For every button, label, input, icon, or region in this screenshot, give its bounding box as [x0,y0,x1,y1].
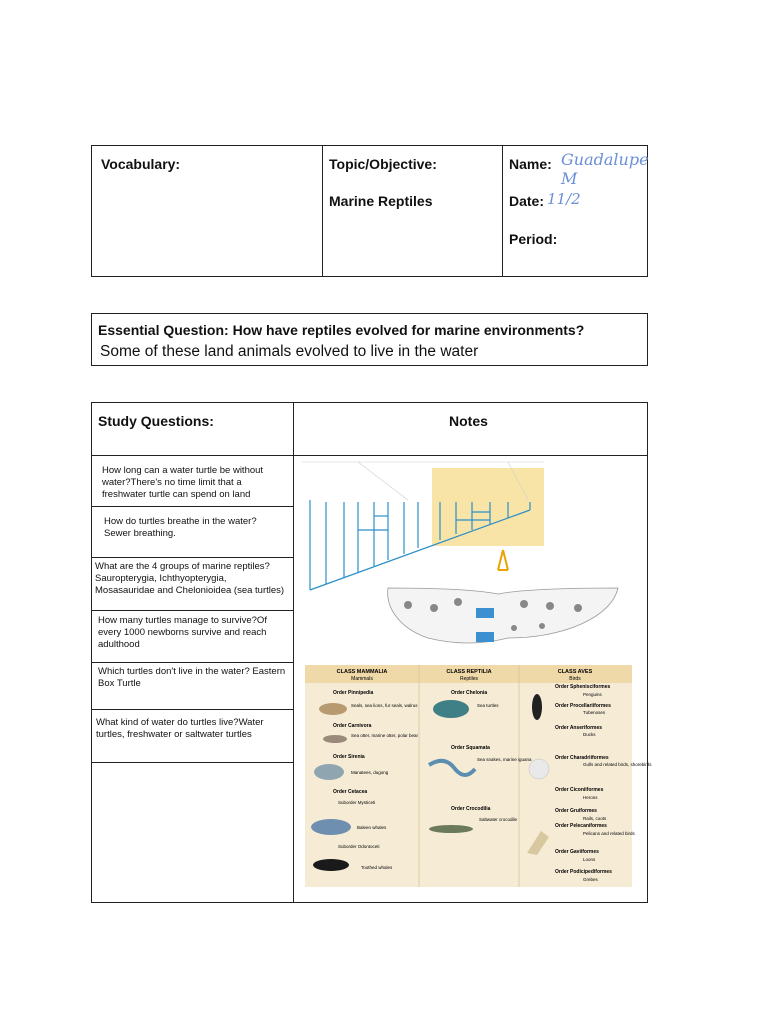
essential-question: Essential Question: How have reptiles evolved for marine environments? [98,322,585,338]
study-question-4: How many turtles manage to survive?Of every 1000 newborns survive and reach adulthood [92,611,293,663]
class-reptilia-sub: Reptiles [459,676,479,682]
desc-podicipediformes: Grebes [583,877,598,882]
penguin-icon [532,694,542,720]
evolution-arrow [498,550,508,570]
study-question-1: How long can a water turtle be without water?There's no time limit that a freshwater turtle can spend on land [92,456,293,507]
topic-cell [323,146,503,276]
order-anseriformes: Order Anseriformes [555,725,603,731]
order-pinnipedia: Order Pinnipedia [333,690,374,696]
classification-figure [305,665,652,887]
desc-sirenia: Manatees, dugong [351,770,389,775]
class-mammalia-sub: Mammals [351,676,373,682]
study-question-6: What kind of water do turtles live?Water turtles, freshwater or saltwater turtles [92,710,293,763]
suborder-mysticeti: Suborder Mysticeti [338,800,376,805]
order-charadriiformes: Order Charadriiformes [555,755,609,761]
topic-value: Marine Reptiles [329,193,433,209]
topic-label: Topic/Objective: [329,156,437,172]
order-ciconiiformes: Order Ciconiiformes [555,787,604,793]
desc-charadriiformes: Gulls and related birds, shorebirds [583,762,652,767]
order-crocodilia: Order Crocodilia [451,806,491,812]
order-squamata: Order Squamata [451,745,490,751]
student-info-cell [503,146,647,276]
orca-icon [313,859,349,871]
desc-ciconiiformes: Herons [583,795,598,800]
desc-chelonia: Sea turtles [477,703,499,708]
order-procellariiformes: Order Procellariiformes [555,703,611,709]
vocabulary-label: Vocabulary: [101,156,181,172]
classification-image [305,665,652,887]
period-label: Period: [509,231,558,247]
desc-anseriformes: Ducks [583,732,596,737]
desc-pinnipedia: Seals, sea lions, fur seals, walrus [351,703,418,708]
pelican-icon [527,831,549,855]
seal-icon [319,703,347,715]
highlight-box [476,608,494,618]
order-carnivora: Order Carnivora [333,723,372,729]
desc-gaviiformes: Loons [583,857,596,862]
desc-carnivora: Sea otter, marine otter, polar bear [351,733,419,738]
baleen-whale-icon [311,819,351,835]
date-label: Date: [509,193,545,209]
order-gruiformes: Order Gruiformes [555,808,597,814]
header-table [91,145,648,277]
desc-squamata: Sea snakes, marine iguana [477,757,532,762]
order-gaviiformes: Order Gaviiformes [555,849,599,855]
sea-snake-icon [429,761,475,775]
manatee-icon [314,764,344,780]
study-question-3: What are the 4 groups of marine reptiles? Sauropterygia, Ichthyopterygia, Mosasauridae and Chelonioidea (sea turtles) [92,558,293,611]
order-podicipediformes: Order Podicipediformes [555,869,612,875]
essential-question-box [91,313,648,366]
desc-toothed: Toothed whales [361,865,393,870]
order-pelecaniformes: Order Pelecaniformes [555,823,607,829]
name-label: Name: [509,156,552,172]
class-reptilia-heading: CLASS REPTILIA [446,669,492,675]
desc-pelecaniformes: Pelicans and related birds [583,831,635,836]
class-aves-sub: Birds [569,676,581,682]
suborder-odontoceti: Suborder Odontoceti [338,844,380,849]
otter-icon [323,735,347,743]
class-aves-heading: CLASS AVES [557,669,593,675]
highlight-box-2 [476,632,494,642]
desc-crocodilia: Saltwater crocodile [479,817,518,822]
vocabulary-cell [92,146,323,276]
cladogram-highlight [432,468,544,546]
name-handwritten: Guadalupe M [561,150,649,188]
study-questions-label: Study Questions: [98,413,214,429]
study-question-2: How do turtles breathe in the water? Sewer breathing. [92,507,293,558]
desc-sphenisciformes: Penguins [583,692,602,697]
order-chelonia: Order Chelonia [451,690,488,696]
notes-label: Notes [449,413,488,429]
sea-turtle-icon [433,700,469,718]
order-sphenisciformes: Order Sphenisciformes [555,684,611,690]
gull-icon [529,759,549,779]
desc-procellariiformes: Tubenoses [583,710,606,715]
desc-gruiformes: Rails, coots [583,816,607,821]
cladogram-tree-diagram [388,588,618,643]
cladogram-figure [298,460,636,656]
study-question-5: Which turtles don't live in the water? Eastern Box Turtle [92,663,293,710]
desc-baleen: Baleen whales [357,825,387,830]
class-mammalia-heading: CLASS MAMMALIA [336,669,388,675]
crocodile-icon [429,825,473,833]
order-cetacea: Order Cetacea [333,789,368,795]
date-handwritten: 11/2 [547,190,581,208]
order-sirenia: Order Sirenia [333,754,365,760]
essential-answer: Some of these land animals evolved to live in the water [100,343,479,360]
cladogram-image [298,460,636,656]
